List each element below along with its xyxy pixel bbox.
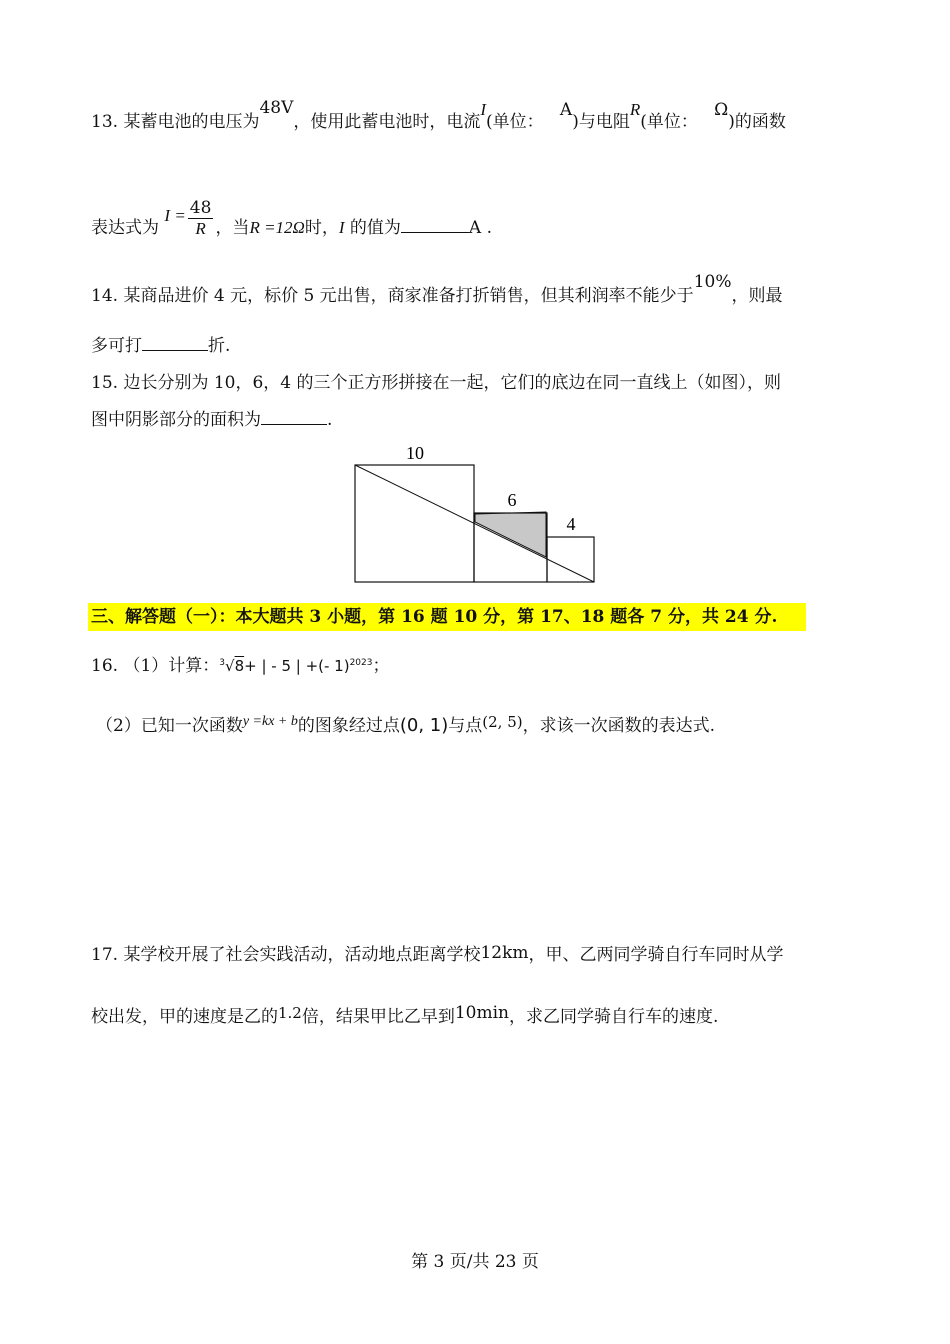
q13-var-i: I — [480, 100, 487, 119]
q16-function: y =kx + b — [242, 714, 298, 729]
label-6: 6 — [507, 490, 517, 510]
q13-fraction: $\frac{48}{R}$ — [189, 198, 212, 238]
q13-line2: 表达式为 I = $\frac{48}{R}$ ，当R =12Ω时，I 的值为 A . — [91, 198, 493, 238]
q13-voltage: 48V — [259, 98, 294, 118]
q13-var-r: R — [629, 100, 641, 119]
square-10 — [355, 465, 474, 582]
page-footer: 第 3 页/共 23 页 — [411, 1252, 539, 1272]
q16-part1: 16. （1）计算：$^3$√8+ | - 5 | +(- 1)$^{2023}$； — [91, 656, 390, 676]
q17-distance: 12km — [480, 943, 529, 963]
q17-time: 10min — [454, 1003, 509, 1023]
q13-condition: R =12Ω — [249, 218, 305, 237]
shaded-region — [475, 512, 546, 557]
q13-unit-ohm: Ω — [714, 100, 729, 120]
square-4 — [547, 537, 594, 582]
q13-eq-lhs: I = — [164, 206, 186, 225]
q15-line2: 图中阴影部分的面积为 . — [91, 410, 333, 430]
section3-heading: 三、解答题（一）：本大题共 3 小题，第 16 题 10 分，第 17、18 题各 7 分，共 24 分. — [91, 607, 778, 627]
q17-ratio: 1.2 — [278, 1004, 302, 1022]
q16-part2: （2）已知一次函数$^{y =kx + b}$的图象经过点(0, 1)与点(2, 5)，求该一次函数的表达式. — [96, 713, 716, 736]
q13-answer-blank[interactable] — [401, 231, 469, 233]
q16-point2: (2, 5) — [482, 713, 523, 731]
q15-answer-blank[interactable] — [261, 423, 327, 425]
q16-expression: $^3$√8+ | - 5 | +(- 1)$^{2023}$ — [219, 657, 373, 675]
q15-line1: 15. 边长分别为 10，6，4 的三个正方形拼接在一起，它们的底边在同一直线上（如图），则 — [91, 373, 782, 393]
q13-unit-a: A — [559, 100, 573, 120]
q16-point1: (0, 1) — [399, 715, 449, 736]
q14-line2: 多可打 折. — [91, 336, 231, 356]
q17-line2: 校出发，甲的速度是乙的1.2倍，结果甲比乙早到10min，求乙同学骑自行车的速度. — [91, 1003, 719, 1027]
q14-percent: 10% — [693, 272, 732, 292]
label-10: 10 — [406, 443, 424, 463]
q14-line1: 14. 某商品进价 4 元，标价 5 元出售，商家准备打折销售，但其利润率不能少于10%，则最 — [91, 272, 783, 306]
q14-answer-blank[interactable] — [142, 349, 208, 351]
label-4: 4 — [566, 514, 576, 534]
q17-line1: 17. 某学校开展了社会实践活动，活动地点距离学校12km，甲、乙两同学骑自行车同时从学 — [91, 943, 784, 965]
q15-figure — [340, 440, 610, 590]
q13-line1: 13. 某蓄电池的电压为48V，使用此蓄电池时，电流I(单位： A)与电阻R(单位： Ω)的函数 — [91, 98, 786, 132]
